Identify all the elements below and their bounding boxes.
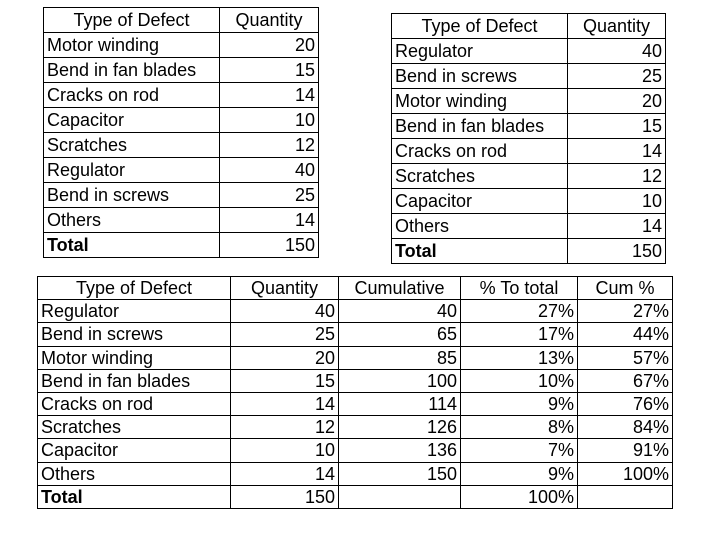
table-row bbox=[44, 108, 319, 133]
value-cell: 25 bbox=[231, 323, 339, 346]
column-header: Cumulative bbox=[339, 277, 461, 300]
header-row bbox=[392, 14, 666, 39]
value-cell: 9% bbox=[461, 392, 578, 415]
table-row bbox=[38, 369, 673, 392]
defect-type-cell: Cracks on rod bbox=[44, 83, 220, 108]
value-cell: 14 bbox=[220, 83, 319, 108]
table-row bbox=[44, 133, 319, 158]
table-row bbox=[44, 183, 319, 208]
value-cell: 136 bbox=[339, 439, 461, 462]
value-cell: 27% bbox=[578, 300, 673, 323]
value-cell: 8% bbox=[461, 416, 578, 439]
table-row bbox=[38, 416, 673, 439]
value-cell: 114 bbox=[339, 392, 461, 415]
value-cell: 12 bbox=[568, 164, 666, 189]
total-label: Total bbox=[392, 239, 568, 264]
table-row bbox=[44, 58, 319, 83]
total-label: Total bbox=[38, 485, 231, 508]
defect-type-cell: Cracks on rod bbox=[38, 392, 231, 415]
value-cell: 76% bbox=[578, 392, 673, 415]
value-cell: 14 bbox=[568, 139, 666, 164]
table-row bbox=[38, 300, 673, 323]
total-value-cell: 150 bbox=[568, 239, 666, 264]
value-cell: 10 bbox=[568, 189, 666, 214]
value-cell: 15 bbox=[231, 369, 339, 392]
table-body bbox=[38, 300, 673, 509]
value-cell: 150 bbox=[339, 462, 461, 485]
table-row bbox=[392, 164, 666, 189]
total-value-cell: 100% bbox=[461, 485, 578, 508]
value-cell: 7% bbox=[461, 439, 578, 462]
defect-type-cell: Others bbox=[38, 462, 231, 485]
value-cell: 9% bbox=[461, 462, 578, 485]
defect-type-cell: Bend in fan blades bbox=[392, 114, 568, 139]
table-body bbox=[392, 39, 666, 264]
table-row bbox=[44, 208, 319, 233]
defect-type-cell: Motor winding bbox=[38, 346, 231, 369]
header-row bbox=[38, 277, 673, 300]
total-row bbox=[392, 239, 666, 264]
table-row bbox=[392, 64, 666, 89]
table-row bbox=[44, 158, 319, 183]
column-header: Quantity bbox=[231, 277, 339, 300]
pareto-table bbox=[37, 276, 673, 509]
defect-type-cell: Motor winding bbox=[392, 89, 568, 114]
value-cell: 100 bbox=[339, 369, 461, 392]
value-cell: 25 bbox=[568, 64, 666, 89]
value-cell: 12 bbox=[220, 133, 319, 158]
table-row bbox=[38, 462, 673, 485]
defect-type-cell: Regulator bbox=[38, 300, 231, 323]
column-header: Type of Defect bbox=[38, 277, 231, 300]
value-cell: 13% bbox=[461, 346, 578, 369]
value-cell: 20 bbox=[568, 89, 666, 114]
table-row bbox=[38, 346, 673, 369]
value-cell: 57% bbox=[578, 346, 673, 369]
table-row bbox=[392, 139, 666, 164]
defect-table-sorted bbox=[391, 13, 666, 264]
value-cell: 40 bbox=[231, 300, 339, 323]
value-cell: 20 bbox=[231, 346, 339, 369]
defect-type-cell: Capacitor bbox=[392, 189, 568, 214]
value-cell: 40 bbox=[220, 158, 319, 183]
defect-type-cell: Regulator bbox=[44, 158, 220, 183]
header-row bbox=[44, 8, 319, 33]
table-row bbox=[392, 114, 666, 139]
total-value-cell bbox=[339, 485, 461, 508]
table-row bbox=[392, 214, 666, 239]
value-cell: 27% bbox=[461, 300, 578, 323]
value-cell: 91% bbox=[578, 439, 673, 462]
defect-table-unsorted bbox=[43, 7, 319, 258]
table-row bbox=[38, 392, 673, 415]
defect-type-cell: Others bbox=[392, 214, 568, 239]
table-row bbox=[44, 83, 319, 108]
defect-type-cell: Others bbox=[44, 208, 220, 233]
table-row bbox=[38, 439, 673, 462]
value-cell: 14 bbox=[220, 208, 319, 233]
table-row bbox=[44, 33, 319, 58]
value-cell: 44% bbox=[578, 323, 673, 346]
value-cell: 15 bbox=[568, 114, 666, 139]
value-cell: 10 bbox=[220, 108, 319, 133]
column-header: Type of Defect bbox=[392, 14, 568, 39]
table-row bbox=[392, 89, 666, 114]
column-header: Cum % bbox=[578, 277, 673, 300]
column-header: Quantity bbox=[568, 14, 666, 39]
table-header bbox=[44, 8, 319, 33]
table-row bbox=[38, 323, 673, 346]
total-value-cell: 150 bbox=[220, 233, 319, 258]
value-cell: 65 bbox=[339, 323, 461, 346]
column-header: Type of Defect bbox=[44, 8, 220, 33]
defect-type-cell: Cracks on rod bbox=[392, 139, 568, 164]
defect-type-cell: Bend in screws bbox=[44, 183, 220, 208]
total-row bbox=[44, 233, 319, 258]
value-cell: 100% bbox=[578, 462, 673, 485]
table-header bbox=[38, 277, 673, 300]
value-cell: 10 bbox=[231, 439, 339, 462]
value-cell: 126 bbox=[339, 416, 461, 439]
table-row bbox=[392, 39, 666, 64]
value-cell: 15 bbox=[220, 58, 319, 83]
table-row bbox=[392, 189, 666, 214]
value-cell: 85 bbox=[339, 346, 461, 369]
table-header bbox=[392, 14, 666, 39]
defect-type-cell: Regulator bbox=[392, 39, 568, 64]
total-row bbox=[38, 485, 673, 508]
column-header: Quantity bbox=[220, 8, 319, 33]
total-label: Total bbox=[44, 233, 220, 258]
defect-type-cell: Bend in screws bbox=[392, 64, 568, 89]
value-cell: 40 bbox=[568, 39, 666, 64]
value-cell: 14 bbox=[231, 392, 339, 415]
defect-type-cell: Bend in screws bbox=[38, 323, 231, 346]
column-header: % To total bbox=[461, 277, 578, 300]
defect-type-cell: Motor winding bbox=[44, 33, 220, 58]
defect-type-cell: Bend in fan blades bbox=[38, 369, 231, 392]
total-value-cell bbox=[578, 485, 673, 508]
defect-type-cell: Scratches bbox=[392, 164, 568, 189]
value-cell: 12 bbox=[231, 416, 339, 439]
value-cell: 67% bbox=[578, 369, 673, 392]
value-cell: 17% bbox=[461, 323, 578, 346]
value-cell: 84% bbox=[578, 416, 673, 439]
value-cell: 20 bbox=[220, 33, 319, 58]
total-value-cell: 150 bbox=[231, 485, 339, 508]
value-cell: 10% bbox=[461, 369, 578, 392]
value-cell: 14 bbox=[568, 214, 666, 239]
value-cell: 40 bbox=[339, 300, 461, 323]
table-body bbox=[44, 33, 319, 258]
value-cell: 25 bbox=[220, 183, 319, 208]
defect-type-cell: Capacitor bbox=[38, 439, 231, 462]
defect-type-cell: Scratches bbox=[38, 416, 231, 439]
defect-type-cell: Scratches bbox=[44, 133, 220, 158]
value-cell: 14 bbox=[231, 462, 339, 485]
defect-type-cell: Capacitor bbox=[44, 108, 220, 133]
defect-type-cell: Bend in fan blades bbox=[44, 58, 220, 83]
